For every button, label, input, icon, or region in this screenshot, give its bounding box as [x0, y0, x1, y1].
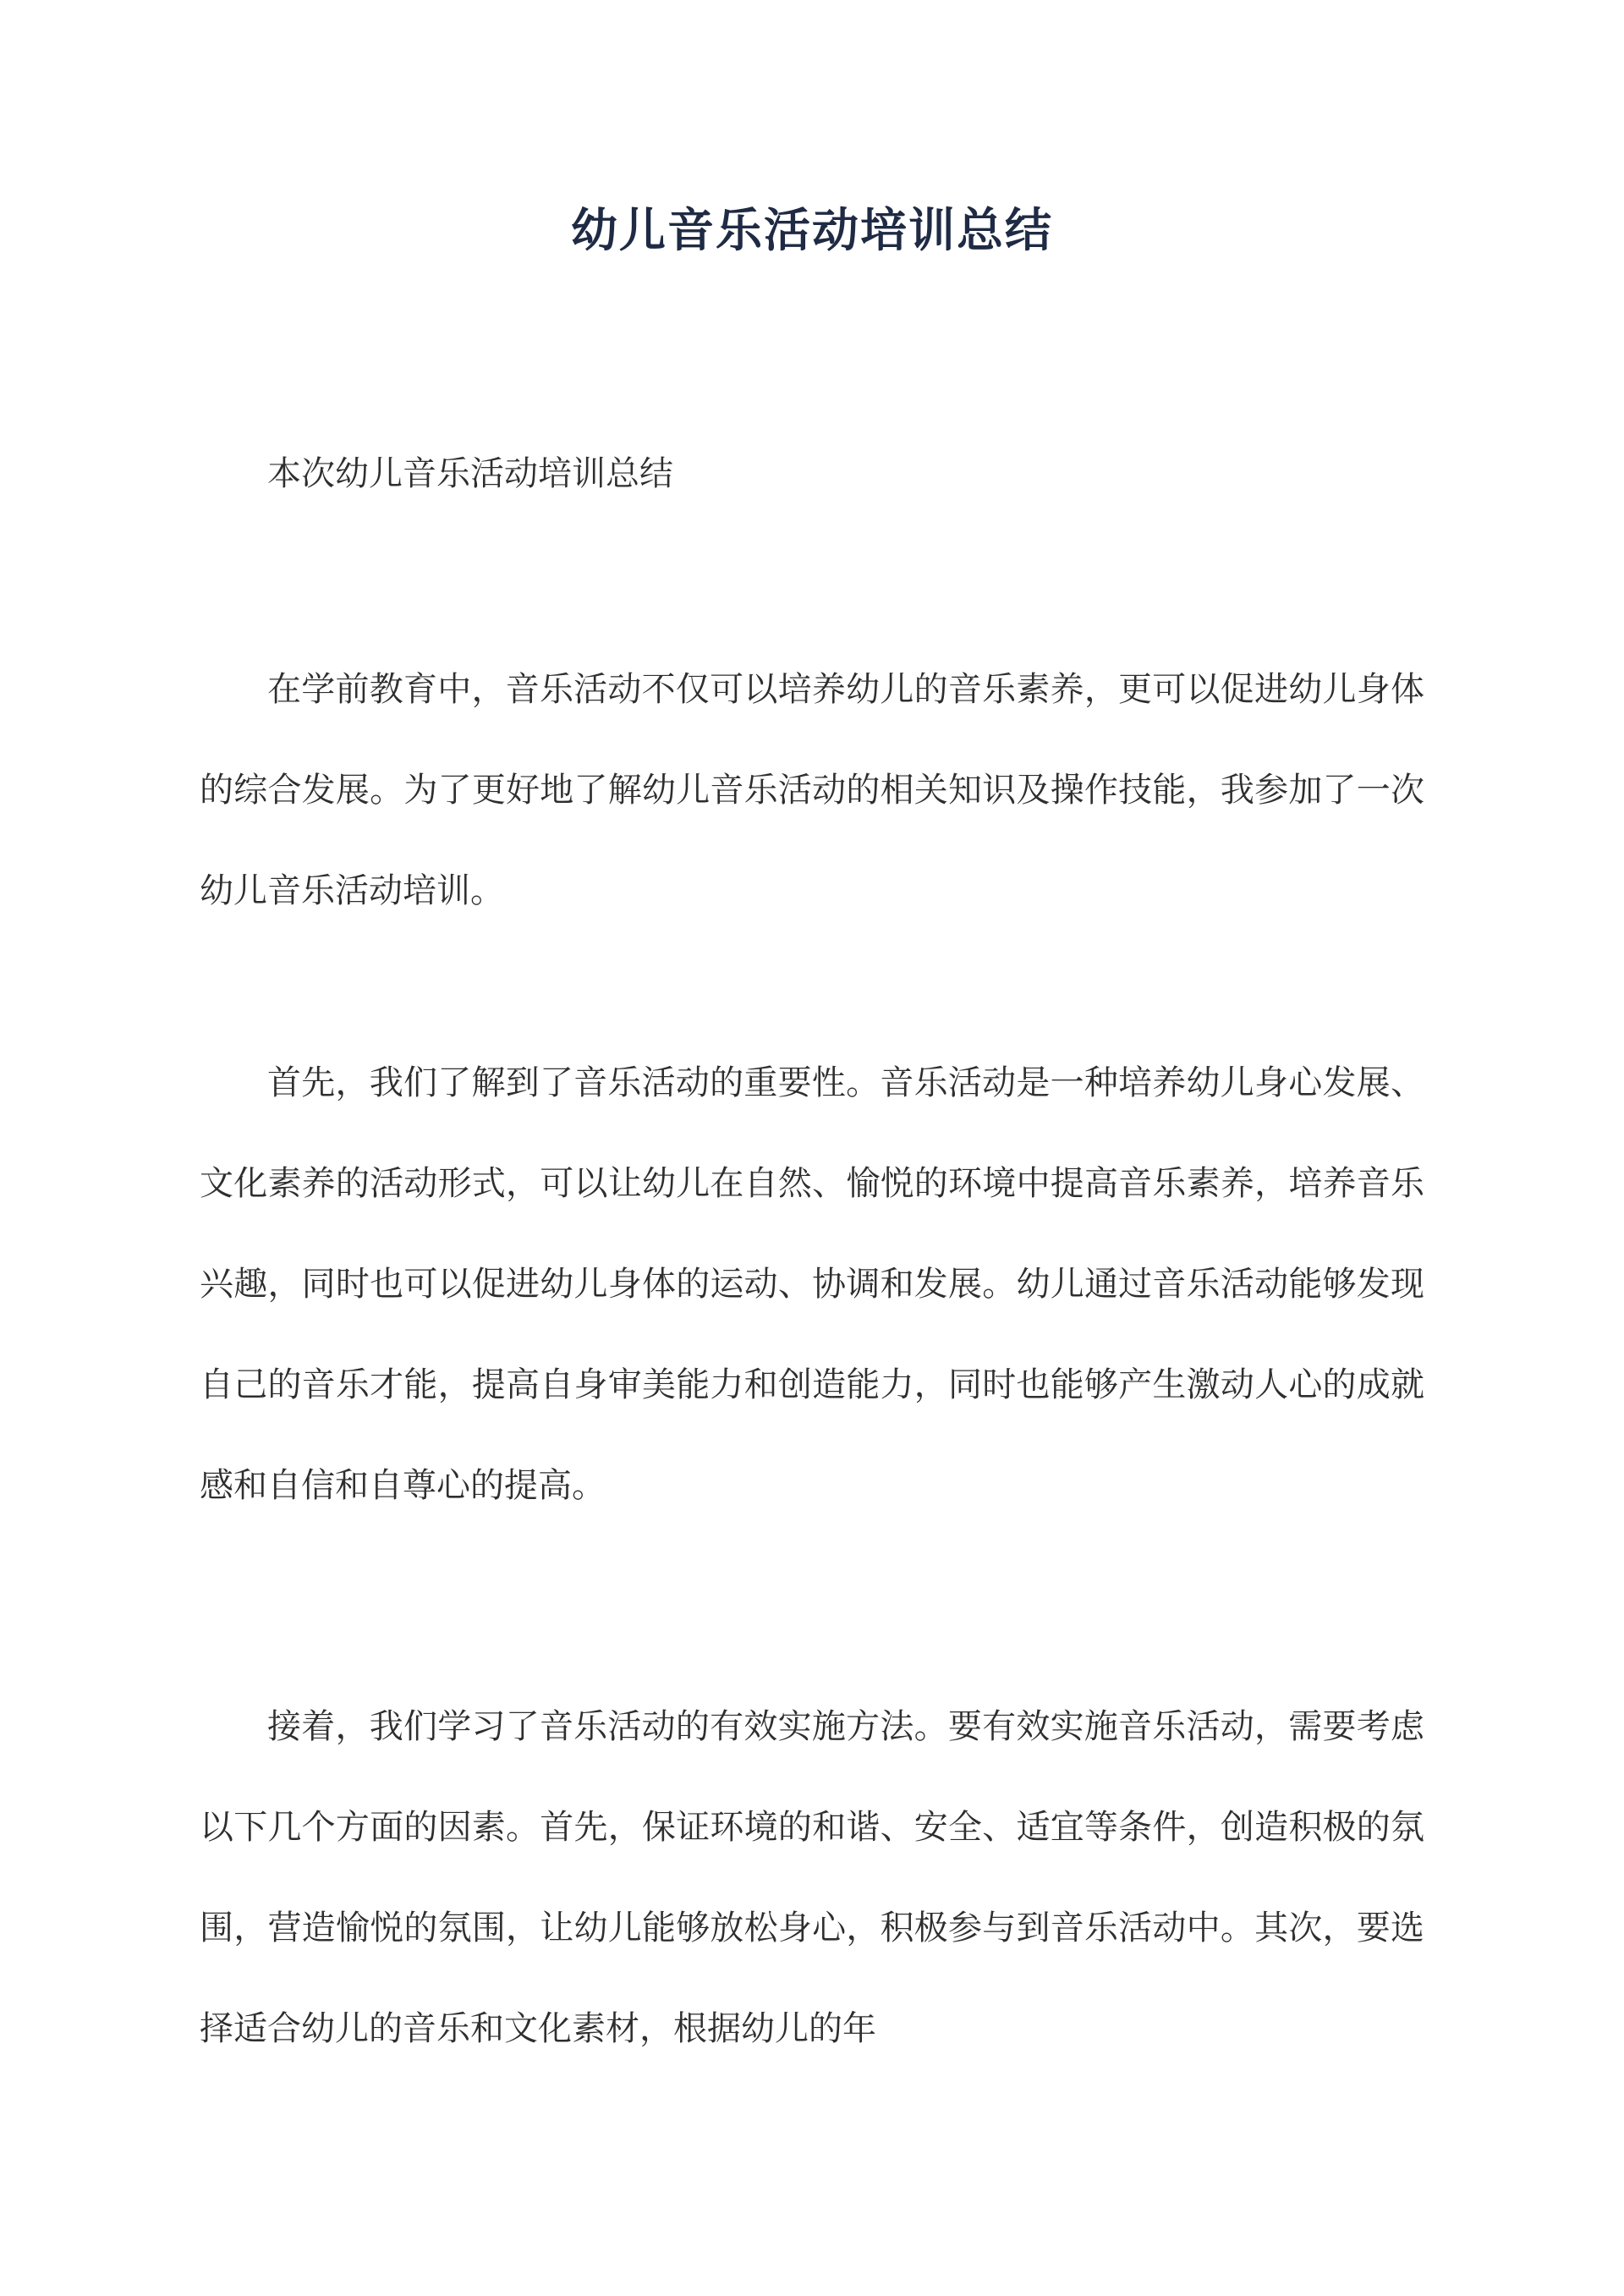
- paragraph-text: 在学前教育中，音乐活动不仅可以培养幼儿的音乐素养，更可以促进幼儿身体的综合发展。为了更好地了解幼儿音乐活动的相关知识及操作技能，我参加了一次幼儿音乐活动培训。: [200, 670, 1424, 910]
- paragraph-importance: [200, 1033, 1424, 1536]
- paragraph-text: 接着，我们学习了音乐活动的有效实施方法。要有效实施音乐活动，需要考虑以下几个方面的因素。首先，保证环境的和谐、安全、适宜等条件，创造积极的氛围，营造愉悦的氛围，让幼儿能够放松身心，积极参与到音乐活动中。其次，要选择适合幼儿的音乐和文化素材，根据幼儿的年: [200, 1707, 1424, 2048]
- paragraph-methods: [200, 1677, 1424, 2079]
- paragraph-text: 首先，我们了解到了音乐活动的重要性。音乐活动是一种培养幼儿身心发展、文化素养的活动形式，可以让幼儿在自然、愉悦的环境中提高音乐素养，培养音乐兴趣，同时也可以促进幼儿身体的运动、协调和发展。幼儿通过音乐活动能够发现自己的音乐才能，提高自身审美能力和创造能力，同时也能够产生激动人心的成就感和自信和自尊心的提高。: [200, 1063, 1424, 1505]
- document-title: 幼儿音乐活动培训总结: [570, 202, 1053, 257]
- paragraph-intro: [200, 640, 1424, 942]
- document-subtitle: 本次幼儿音乐活动培训总结: [267, 454, 673, 493]
